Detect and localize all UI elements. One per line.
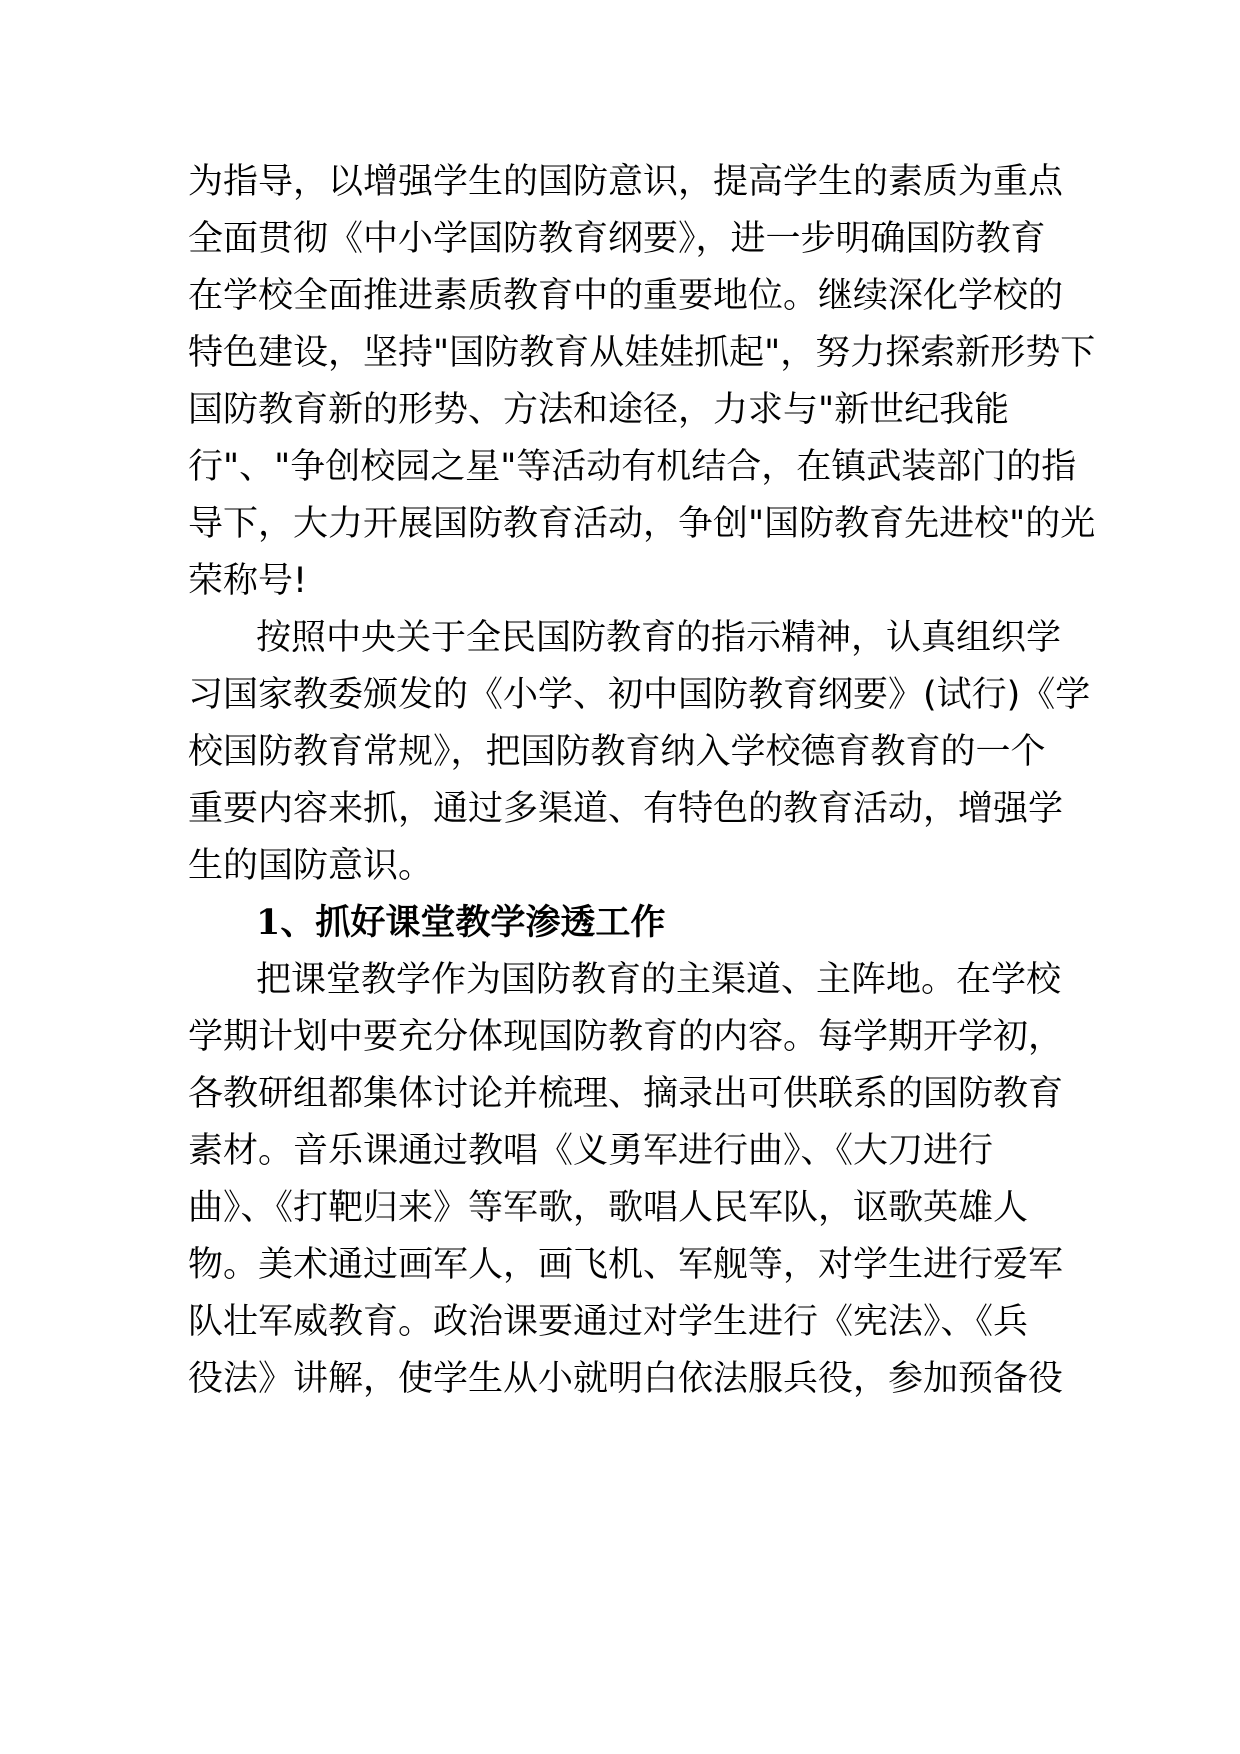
paragraph-line: 习国家教委颁发的《小学、初中国防教育纲要》(试行)《学 — [188, 675, 1091, 715]
paragraph-line: 校国防教育常规》，把国防教育纳入学校德育教育的一个 — [188, 732, 1046, 772]
paragraph-line: 全面贯彻《中小学国防教育纲要》，进一步明确国防教育 — [188, 219, 1046, 259]
paragraph-line: 为指导，以增强学生的国防意识，提高学生的素质为重点 — [188, 162, 1064, 202]
paragraph-line: 各教研组都集体讨论并梳理、摘录出可供联系的国防教育 — [188, 1074, 1064, 1114]
paragraph-line: 荣称号! — [188, 561, 308, 601]
paragraph-line: 物。美术通过画军人，画飞机、军舰等，对学生进行爱军 — [188, 1245, 1064, 1285]
paragraph-line: 在学校全面推进素质教育中的重要地位。继续深化学校的 — [188, 276, 1064, 316]
paragraph-line: 按照中央关于全民国防教育的指示精神，认真组织学 — [256, 618, 1062, 658]
paragraph-line: 生的国防意识。 — [188, 846, 434, 886]
paragraph-line: 队壮军威教育。政治课要通过对学生进行《宪法》、《兵 — [188, 1302, 1029, 1342]
paragraph-line: 役法》讲解，使学生从小就明白依法服兵役，参加预备役 — [188, 1359, 1064, 1399]
paragraph-line: 重要内容来抓，通过多渠道、有特色的教育活动，增强学 — [188, 789, 1064, 829]
paragraph-line: 学期计划中要充分体现国防教育的内容。每学期开学初， — [188, 1017, 1064, 1057]
paragraph-line: 行"、"争创校园之星"等活动有机结合，在镇武装部门的指 — [188, 447, 1077, 487]
paragraph-line: 导下，大力开展国防教育活动，争创"国防教育先进校"的光 — [188, 504, 1096, 544]
paragraph-line: 把课堂教学作为国防教育的主渠道、主阵地。在学校 — [256, 960, 1062, 1000]
paragraph-line: 曲》、《打靶归来》等军歌，歌唱人民军队，讴歌英雄人 — [188, 1188, 1029, 1228]
section-heading: 1、抓好课堂教学渗透工作 — [256, 902, 666, 943]
paragraph-line: 特色建设，坚持"国防教育从娃娃抓起"，努力探索新形势下 — [188, 333, 1096, 373]
paragraph-line: 国防教育新的形势、方法和途径，力求与"新世纪我能 — [188, 390, 1010, 430]
paragraph-line: 素材。音乐课通过教唱《义勇军进行曲》、《大刀进行 — [188, 1131, 994, 1171]
